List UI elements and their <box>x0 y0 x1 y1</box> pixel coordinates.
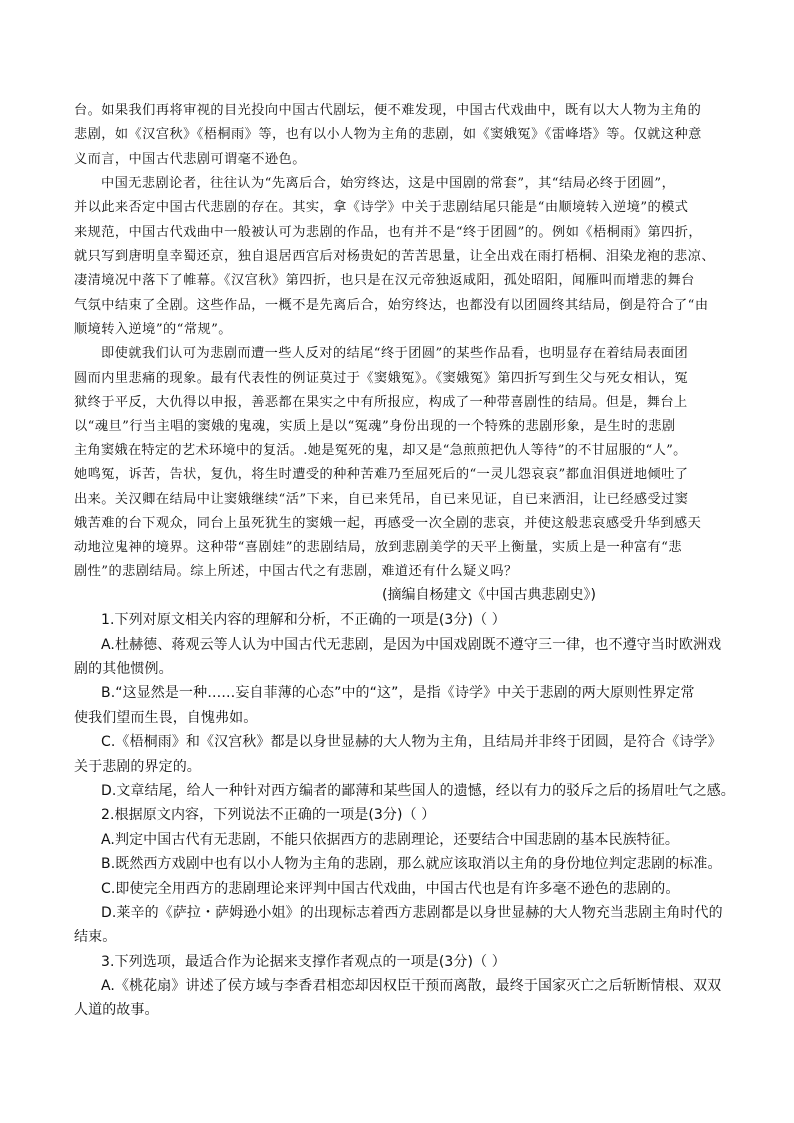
question-option: B.既然西方戏剧中也有以小人物为主角的悲剧，那么就应该取消以主角的身份地位判定悲剧的标准。 <box>101 856 722 872</box>
question-option: C.《梧桐雨》和《汉宫秋》都是以身世显赫的大人物为主角，且结局并非终于团圆，是符合《诗学》 <box>101 734 722 750</box>
question-option: D.文章结尾，给人一种针对西方编者的鄙薄和某些国人的遗憾，经以有力的驳斥之后的扬眉吐气之感。 <box>101 783 735 799</box>
article-line: 凄清境况中落下了帷幕。《汉宫秋》第四折，也只是在汉元帝独返咸阳，孤处昭阳，闻雁叫而增悲的舞台 <box>74 273 695 288</box>
article-line: 出来。关汉卿在结局中让窦娥继续“活”下来，自已来凭吊，自已来见证，自已来洒泪，让已经感受过窦 <box>74 492 689 507</box>
question-option: 剧的其他惯例。 <box>74 661 173 677</box>
article-line: 气氛中结束了全剧。这些作品，一概不是先离后合，始穷终达，也都没有以团圆终其结局，倒是符合了“由 <box>74 298 709 313</box>
article-line: 圆而内里悲痛的现象。最有代表性的例证莫过于《窦娥冤》。《窦娥冤》第四折写到生父与死女相认，冤 <box>74 371 689 386</box>
question-option: 使我们望而生畏，自愧弗如。 <box>74 710 258 726</box>
article-line: 义而言，中国古代悲剧可谓毫不逊色。 <box>74 152 306 167</box>
question-option: C.即使完全用西方的悲剧理论来评判中国古代戏曲，中国古代也是有许多毫不逊色的悲剧的。 <box>101 881 680 897</box>
article-line: 以“魂旦”行当主唱的窦娥的鬼魂，实质上是以“冤魂”身份出现的一个特殊的悲剧形象，是生时的悲剧 <box>74 419 676 434</box>
article-line: 顺境转入逆境”的“常规”。 <box>74 322 232 337</box>
question-option: A.杜赫德、蒋观云等人认为中国古代无悲剧，是因为中国戏剧既不遵守三一律，也不遵守当时欧洲戏 <box>101 637 722 653</box>
article-source: (摘编自杨建文《中国古典悲剧史》) <box>382 587 596 603</box>
question-option: 关于悲剧的界定的。 <box>74 759 201 775</box>
article-line: 就只写到唐明皇幸蜀还京，独自退居西宫后对杨贵妃的苦苦思量，让全出戏在雨打梧桐、泪染龙袍的悲凉、 <box>74 249 715 264</box>
article-line: 剧性”的悲剧结局。综上所述，中国古代之有悲剧，难道还有什么疑义吗？ <box>74 564 518 579</box>
article-line: 娥苦难的台下观众，同台上虽死犹生的窦娥一起，再感受一次全剧的悲哀，并使这般悲哀感受升华到感天 <box>74 516 702 531</box>
article-line: 台。如果我们再将审视的目光投向中国古代剧坛，便不难发现，中国古代戏曲中，既有以大人物为主角的 <box>74 103 702 118</box>
question-stem: 3.下列选项，最适合作为论据来支撑作者观点的一项是(3分)（ ） <box>101 954 506 970</box>
article-line: 悲剧，如《汉宫秋》《梧桐雨》等，也有以小人物为主角的悲剧，如《窦娥冤》《雷峰塔》等。仅就这种意 <box>74 127 702 142</box>
question-option: B.“这显然是一种……妄自菲薄的心态”中的“这”，是指《诗学》中关于悲剧的两大原则性界定常 <box>101 685 695 701</box>
question-option: 结束。 <box>74 929 117 945</box>
article-line: 狱终于平反，大仇得以申报，善恶都在果实之中有所报应，构成了一种带喜剧性的结局。但是，舞台上 <box>74 395 688 410</box>
article-line: 并以此来否定中国古代悲剧的存在。其实，拿《诗学》中关于悲剧结尾只能是“由顺境转入逆境”的模式 <box>74 200 689 215</box>
question-option: A.判定中国古代有无悲剧，不能只依据西方的悲剧理论，还要结合中国悲剧的基本民族特征。 <box>101 832 679 848</box>
question-option: A.《桃花扇》讲述了侯方域与李香君相恋却因权臣干预而离散，最终于国家灭亡之后斩断情根、双双 <box>101 978 722 994</box>
question-option: 人道的故事。 <box>74 1002 159 1018</box>
question-option: D.莱辛的《萨拉・萨姆逊小姐》的出现标志着西方悲剧都是以身世显赫的大人物充当悲剧主角时代的 <box>101 905 723 921</box>
article-line: 主角窦娥在特定的艺术环境中的复活。.她是冤死的鬼，却又是“急煎煎把仇人等待”的不甘屈服的“人”。 <box>74 443 687 458</box>
question-stem: 1.下列对原文相关内容的理解和分析，不正确的一项是(3分)（ ） <box>101 612 506 628</box>
article-line: 中国无悲剧论者，往往认为“先离后合，始穷终达，这是中国剧的常套”，其“结局必终于团圆”， <box>101 176 676 191</box>
article-line: 动地泣鬼神的境界。这种带“喜剧娃”的悲剧结局，放到悲剧美学的天平上衡量，实质上是一种富有“悲 <box>74 540 682 555</box>
article-line: 来规范，中国古代戏曲中一般被认可为悲剧的作品，也有并不是“终于团圆”的。例如《梧桐雨》第四折， <box>74 225 703 240</box>
article-line: 即使就我们认可为悲剧而遭一些人反对的结尾“终于团圆”的某些作品看，也明显存在着结局表面团 <box>101 346 689 361</box>
article-line: 她鸣冤，诉苦，告状，复仇，将生时遭受的种种苦难乃至屈死后的“一灵儿怨哀哀”都血泪俱迸地倾吐了 <box>74 467 689 482</box>
question-stem: 2.根据原文内容，下列说法不正确的一项是(3分)（ ） <box>101 807 436 823</box>
